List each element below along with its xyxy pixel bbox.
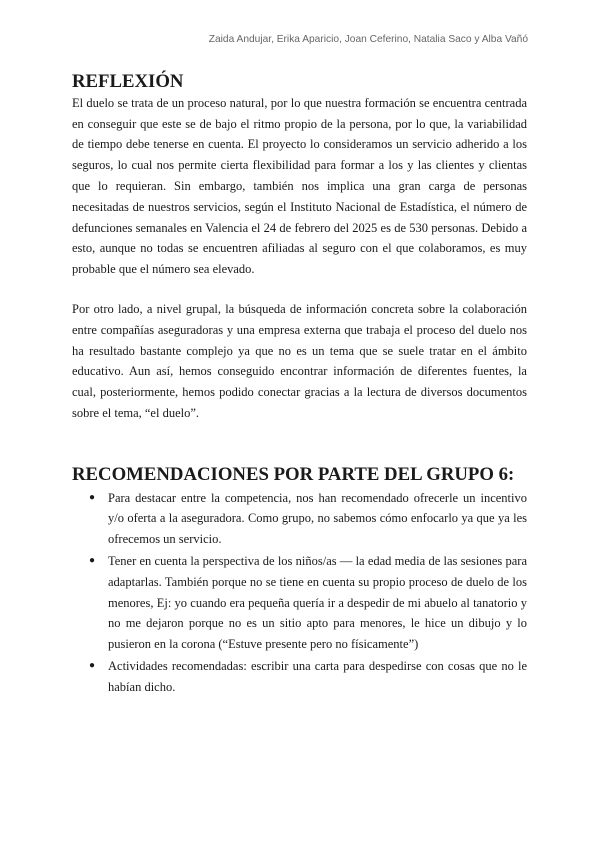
bullet-icon: ● — [89, 554, 96, 566]
reflexion-heading: REFLEXIÓN — [72, 71, 184, 92]
bullet-icon: ● — [89, 491, 96, 503]
list-item-text: Actividades recomendadas: escribir una carta para despedirse con cosas que no le habían dicho. — [108, 658, 527, 694]
list-item-text: Tener en cuenta la perspectiva de los niños/as — la edad media de las sesiones para adaptarlas. También porque no se tiene en cuenta su propio proceso de duelo de los menores, Ej: yo cuando era pequeña quería ir a despedir de mi abuelo al tanatorio y no me dejaron porque no es un sitio apto para menores, le hice un dibujo y lo pusieron en la corona (“Estuve presente pero no físicamente”) — [108, 553, 527, 652]
page-header-authors: Zaida Andujar, Erika Aparicio, Joan Ceferino, Natalia Saco y Alba Vañó — [208, 34, 528, 45]
list-item — [72, 488, 527, 550]
section-spacer — [72, 424, 527, 465]
reflexion-paragraph-2: Por otro lado, a nivel grupal, la búsqueda de información concreta sobre la colaboración entre compañías aseguradoras y una empresa externa que trabaja el proceso del duelo nos ha resultado bastante complejo ya que no es un tema que se suele tratar en el ámbito educativo. Aun así, hemos conseguido encontrar información de diferentes fuentes, la cual, posteriormente, hemos podido conectar gracias a la lectura de diversos documentos sobre el tema, “el duelo”. — [72, 301, 527, 420]
list-item — [72, 656, 527, 698]
list-item — [72, 551, 527, 655]
recomendaciones-heading: RECOMENDACIONES POR PARTE DEL GRUPO 6: — [72, 463, 515, 485]
recomendaciones-list — [72, 488, 527, 698]
list-item-text: Para destacar entre la competencia, nos han recomendado ofrecerle un incentivo y/o oferta a la aseguradora. Como grupo, no sabemos cómo enfocarlo ya que ya les ofrecemos un servicio. — [108, 490, 527, 547]
bullet-icon: ● — [89, 659, 96, 671]
document-body — [72, 72, 527, 699]
paragraph-spacer — [72, 280, 527, 299]
reflexion-paragraph-1: El duelo se trata de un proceso natural, por lo que nuestra formación se encuentra centrada en conseguir que este se de bajo el ritmo propio de la persona, por lo que, la variabilidad de tiempo debe tenerse en cuenta. El proyecto lo consideramos un servicio adherido a los seguros, lo cual nos permite cierta flexibilidad para formar a los y las clientes y clientas que lo requieran. Sin embargo, también nos implica una gran carga de personas necesitadas de nuestros servicios, según el Instituto Nacional de Estadística, el número de defunciones semanales en Valencia el 24 de febrero del 2025 es de 530 personas. Debido a esto, aunque no todas se encuentren afiliadas al seguro con el que colaboramos, es muy probable que el número sea elevado. — [72, 95, 527, 277]
